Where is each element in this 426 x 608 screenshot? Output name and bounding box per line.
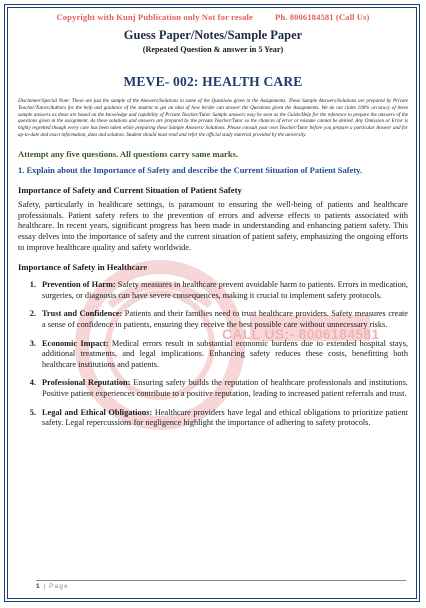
page-number: 1	[36, 583, 40, 590]
list-item	[18, 378, 408, 399]
page-label: Page	[48, 583, 69, 590]
list-item-text: Safety measures in healthcare prevent avoidable harm to patients. Errors in medication, surgeries, or diagnosis can have severe consequences, making it crucial to implement safety protocols.	[42, 280, 408, 300]
list-item-text: Healthcare providers have legal and ethical obligations to prioritize patient safety. Legal repercussions for negligence highlight the importance of adhering to safety protocols.	[42, 407, 408, 428]
sub-heading: Importance of Safety in Healthcare	[18, 262, 148, 273]
list-item-number: 3.	[29, 338, 36, 348]
list-item-number: 1.	[29, 280, 36, 290]
list-item-text: Medical errors result in substantial economic burdens due to extended hospital stays, additional treatments, and legal implications. Enhancing safety reduces these costs, benefitting both healthcare institutions and patients.	[42, 338, 408, 369]
intro-paragraph: Safety, particularly in healthcare settings, is paramount to ensuring the well-being of patients and healthcare professionals. Patient safety refers to the prevention of errors and adverse effects to patients associated with healthcare. In recent years, significant progress has been made in understanding and enhancing patient safety. This essay delves into the importance of safety and the current situation of patient safety, emphasizing the ongoing efforts to improve healthcare quality and safety worldwide.	[18, 200, 408, 252]
list-item	[18, 339, 408, 371]
list-item	[18, 309, 408, 330]
exam-instruction: Attempt any five questions. All questions carry same marks.	[18, 148, 239, 159]
list-item-number: 2.	[29, 309, 36, 319]
list-item-label: Legal and Ethical Obligations:	[42, 407, 153, 417]
copyright-banner	[18, 12, 408, 22]
list-item	[18, 408, 408, 429]
question-text: 1. Explain about the Importance of Safety and describe the Current Situation of Patient Safety.	[18, 164, 363, 175]
list-item-label: Professional Reputation:	[42, 378, 131, 388]
course-code-heading: MEVE- 002: HEALTH CARE	[123, 74, 303, 89]
document-subtitle: (Repeated Question & answer in 5 Year)	[142, 45, 284, 54]
document-title: Guess Paper/Notes/Sample Paper	[123, 28, 303, 42]
points-list	[18, 280, 408, 429]
footer-separator: |	[43, 583, 46, 590]
list-item-label: Prevention of Harm:	[42, 280, 116, 290]
list-item-label: Trust and Confidence:	[42, 309, 123, 319]
copyright-text: Copyright with Kunj Publication only Not for resale	[56, 12, 253, 22]
copyright-phone: Ph. 8006184581 (Call Us)	[274, 12, 370, 22]
list-item-label: Economic Impact:	[42, 338, 109, 348]
disclaimer-note: Disclaimer/Special Note: These are just the sample of the Answers/Solutions to some of the Questions given in the Assignments. These Sample Answers/Solutions are prepared by Private Teacher/Tutors/Authors for the help and guidance of the student to get an idea of how he/she can answer the Questions given the Assignments. We do not claim 100% accuracy of these sample answers as these are based on the knowledge and capability of Private Teacher/Tutor. Sample answers may be seen as the Guide/Help for the reference to prepare the answers of the questions given in the assignment. As these solutions and answers are prepared by the private Teacher/Tutor so the chances of error or mistake cannot be denied. Any Omission or Error is highly regretted though every care has been taken while preparing these Sample Answers/ Solutions. Please consult your own Teacher/Tutor before you prepare a particular Answer and for up-to-date and exact information, data and solution. Student should must read and refer the official study material provided by the university.	[18, 98, 408, 138]
list-item-text: Ensuring safety builds the reputation of healthcare professionals and institutions. Positive patient experiences contribute to a positive reputation, leading to increased patient referrals and trust.	[42, 378, 409, 398]
list-item-number: 5.	[29, 407, 36, 417]
page-footer	[36, 580, 406, 590]
watermark-call-us: CALL US:- 8006184581	[222, 326, 380, 342]
list-item-number: 4.	[29, 378, 36, 388]
document-content	[18, 12, 408, 437]
list-item-text: Patients and their families need to trust healthcare providers. Safety measures create a sense of confidence in patients, ensuring they receive the best possible care without unnecessary risks.	[42, 309, 408, 330]
section-heading: Importance of Safety and Current Situation of Patient Safety	[18, 185, 242, 196]
list-item	[18, 280, 408, 301]
